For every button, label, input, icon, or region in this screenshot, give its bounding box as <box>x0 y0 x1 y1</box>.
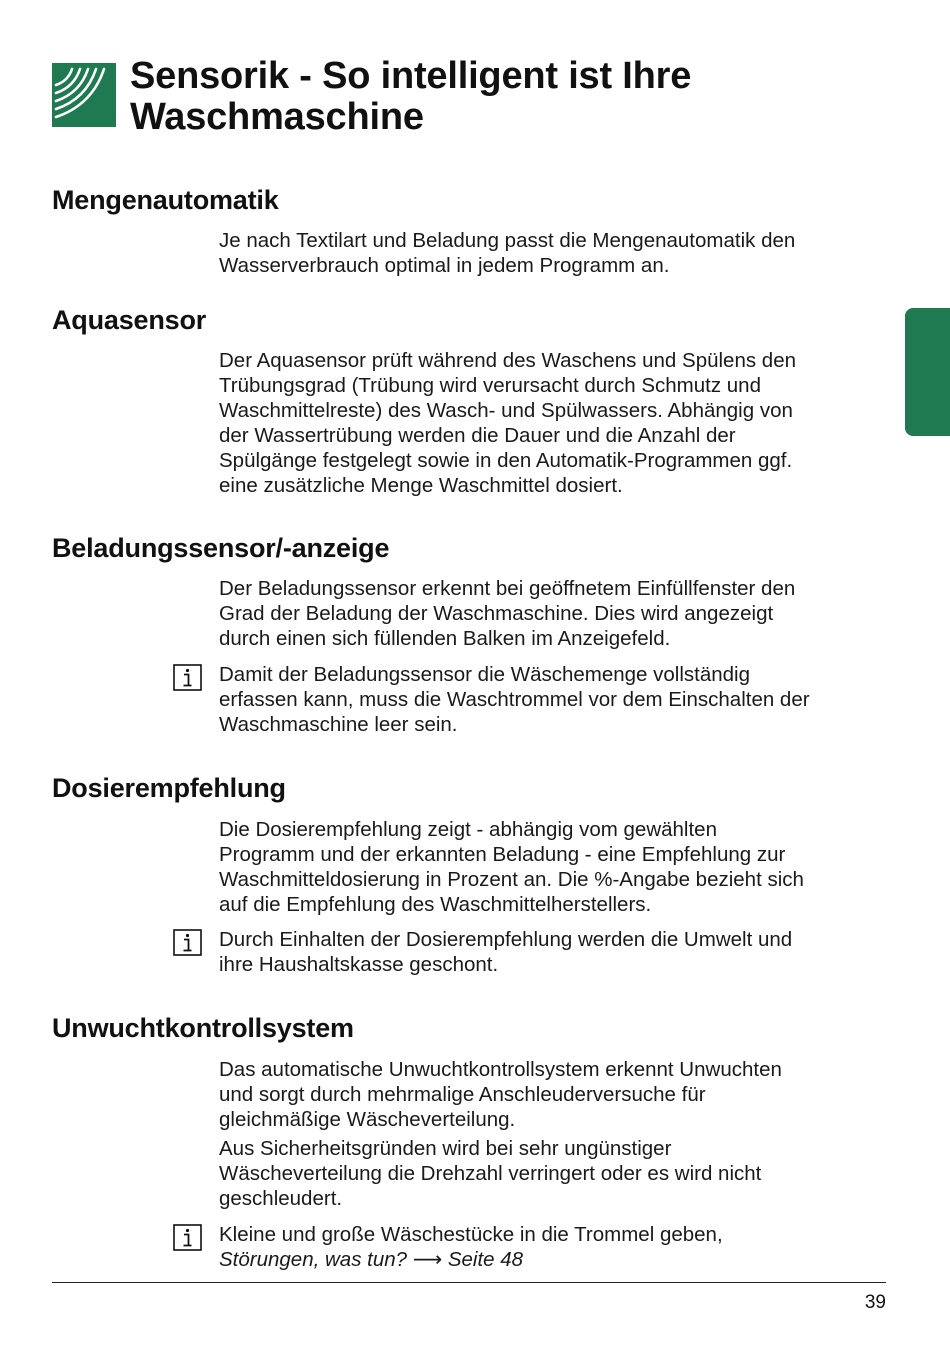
text-line: geschleudert. <box>219 1187 343 1210</box>
text-line: Spülgänge festgelegt sowie in den Automatik-Programmen ggf. <box>219 449 793 472</box>
text-line: durch einen sich füllenden Balken im Anzeigefeld. <box>219 627 671 650</box>
text-line: Wäscheverteilung die Drehzahl verringert oder es wird nicht <box>219 1162 762 1185</box>
heading-beladungssensor: Beladungssensor/-anzeige <box>52 533 390 563</box>
text-line: ihre Haushaltskasse geschont. <box>219 953 499 976</box>
text-line: Der Aquasensor prüft während des Waschens und Spülens den <box>219 349 797 372</box>
text-dosierempfehlung <box>219 817 899 917</box>
text-unwuchtkontrollsystem <box>219 1057 899 1132</box>
text-line: Waschmittelreste) des Wasch- und Spülwassers. Abhängig von <box>219 399 793 422</box>
heading-dosierempfehlung: Dosierempfehlung <box>52 773 286 803</box>
note-beladungssensor <box>219 662 899 737</box>
cross-reference-link[interactable]: Störungen, was tun? ⟶ Seite 48 <box>219 1248 524 1271</box>
text-line: der Wassertrübung werden die Dauer und die Anzahl der <box>219 424 736 447</box>
text-aquasensor <box>219 348 899 498</box>
text-beladungssensor <box>219 576 899 651</box>
text-line: Wasserverbrauch optimal in jedem Programm an. <box>219 254 670 277</box>
text-line: Waschmitteldosierung in Prozent an. Die %-Angabe bezieht sich <box>219 868 804 891</box>
note-unwuchtkontrollsystem <box>219 1222 899 1272</box>
heading-aquasensor: Aquasensor <box>52 305 207 335</box>
heading-unwuchtkontrollsystem: Unwuchtkontrollsystem <box>52 1013 354 1043</box>
text-line: Durch Einhalten der Dosierempfehlung werden die Umwelt und <box>219 928 793 951</box>
note-dosierempfehlung <box>219 927 899 977</box>
text-line: Programm und der erkannten Beladung - eine Empfehlung zur <box>219 843 786 866</box>
chapter-tab <box>905 308 950 436</box>
text-line: Waschmaschine leer sein. <box>219 713 458 736</box>
text-line: Das automatische Unwuchtkontrollsystem erkennt Unwuchten <box>219 1058 782 1081</box>
page-number: 39 <box>864 1292 886 1313</box>
text-unwucht-sicherheit <box>219 1136 899 1211</box>
text-line: Je nach Textilart und Beladung passt die Mengenautomatik den <box>219 229 796 252</box>
text-mengenautomatik <box>219 228 899 278</box>
page-title-line-2: Waschmaschine <box>130 96 424 138</box>
text-line: erfassen kann, muss die Waschtrommel vor dem Einschalten der <box>219 688 810 711</box>
text-line: auf die Empfehlung des Waschmittelherstellers. <box>219 893 652 916</box>
text-line: und sorgt durch mehrmalige Anschleuderversuche für <box>219 1083 706 1106</box>
footer-divider <box>52 1282 886 1283</box>
text-line: Der Beladungssensor erkennt bei geöffnetem Einfüllfenster den <box>219 577 796 600</box>
text-line: eine zusätzliche Menge Waschmittel dosiert. <box>219 474 623 497</box>
page-title <box>130 56 691 138</box>
text-line: Trübungsgrad (Trübung wird verursacht durch Schmutz und <box>219 374 761 397</box>
text-line: Die Dosierempfehlung zeigt - abhängig vom gewählten <box>219 818 717 841</box>
heading-mengenautomatik: Mengenautomatik <box>52 185 279 215</box>
info-icon <box>173 1224 202 1251</box>
sensor-waves-icon <box>52 63 116 127</box>
text-line: Kleine und große Wäschestücke in die Trommel geben, <box>219 1223 723 1246</box>
page-title-line-1: Sensorik - So intelligent ist Ihre <box>130 55 692 97</box>
text-line: Grad der Beladung der Waschmaschine. Dies wird angezeigt <box>219 602 774 625</box>
info-icon <box>173 664 202 691</box>
text-line: gleichmäßige Wäscheverteilung. <box>219 1108 516 1131</box>
info-icon <box>173 929 202 956</box>
text-line: Damit der Beladungssensor die Wäschemenge vollständig <box>219 663 751 686</box>
text-line: Aus Sicherheitsgründen wird bei sehr ungünstiger <box>219 1137 672 1160</box>
